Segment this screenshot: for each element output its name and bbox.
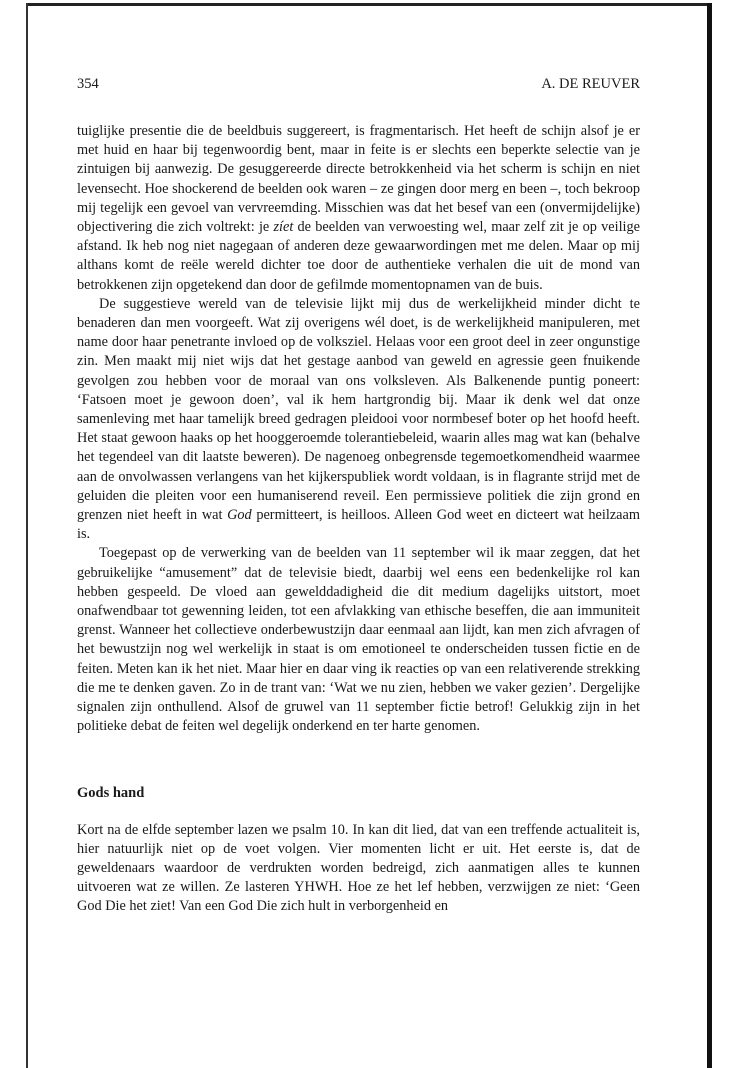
page-content <box>77 76 640 917</box>
paragraph: Toegepast op de verwerking van de beelden van 11 september wil ik maar zeggen, dat het gebruikelijke “amusement” dat de televisie biedt, daarbij wel eens een bedenkelijke rol kan hebben gespeeld. De vloed aan gewelddadigheid die dit medium dagelijks uitstort, moet onafwendbaar tot gewenning leiden, tot een afvlakking van ethische beseffen, die aan immuniteit grenst. Wanneer het collectieve onderbewustzijn daar eenmaal aan lijdt, kan men zich afvragen of het bewustzijn nog wel werkelijk in staat is om emotioneel te onderscheiden tussen fictie en de feiten. Meten kan ik het niet. Maar hier en daar ving ik reacties op van een relativerende strekking die me te denken gaven. Zo in de trant van: ‘Wat we nu zien, hebben we vaker gezien’. Dergelijke signalen zijn onthullend. Alsof de gruwel van 11 september fictie betrof! Gelukkig zijn in het politieke debat de feiten wel degelijk onderkend en ter harte genomen. <box>77 545 640 735</box>
page-frame-right-border <box>707 3 712 1068</box>
paragraph: tuiglijke presentie die de beeldbuis suggereert, is fragmentarisch. Het heeft de schijn alsof je er met huid en haar bij tegenwoordig bent, maar in feite is er slechts een beperkte selectie van je zintuigen bij aanwezig. De gesuggereerde directe betrokkenheid via het scherm is schijn en niet levensecht. Hoe shockerend de beelden ook waren – ze gingen door merg en been –, toch bekroop mij tegelijk een gevoel van vervreemding. Misschien was dat het besef van een (onvermijdelijke) objectivering die zich voltrekt: je zíet de beelden van verwoesting wel, maar zelf zit je op veilige afstand. Ik heb nog niet nagegaan of anderen deze gewaarwordingen met me delen. Maar op mij althans komt de reële wereld dichter toe door de authentieke verhalen die uit de mond van betrokkenen zijn opgetekend dan door de gefilmde momentopnamen van de buis. <box>77 123 641 293</box>
running-head-author: A. DE REUVER <box>541 76 640 92</box>
page-number: 354 <box>77 76 99 92</box>
section-body-text <box>77 821 640 917</box>
paragraph: De suggestieve wereld van de televisie lijkt mij dus de werkelijkheid minder dicht te benaderen dan men voorgeeft. Wat zij overigens wél doet, is de werkelijkheid manipuleren, met name door haar penetrante invloed op de volksziel. Helaas voor een groot deel in zeer ongunstige zin. Men maakt mij niet wijs dat het gestage aanbod van geweld en agressie geen fnuikende gevolgen zou hebben voor de moraal van ons volksleven. Als Balkenende puntig poneert: ‘Fatsoen moet je gewoon doen’, val ik hem hartgrondig bij. Maar ik denk wel dat onze samenleving met haar tamelijk breed gedragen pleidooi voor normbesef boter op het hoofd heeft. Het staat gewoon haaks op het hooggeroemde tolerantiebeleid, waarin alles mag wat kan (behalve het tegendeel van dit laatste beweren). De nagenoeg onbegrensde tegemoetkomendheid waarmee aan de onvolwassen verlangens van het kijkerspubliek wordt voldaan, is in flagrante strijd met de geluiden die pleiten voor een humaniserend reveil. Een permissieve politiek die zijn grond en grenzen niet heeft in wat God permitteert, is heilloos. Alleen God weet en dicteert wat heilzaam is. <box>77 295 640 543</box>
body-text <box>77 122 640 737</box>
running-header <box>77 76 640 100</box>
paragraph: Kort na de elfde september lazen we psalm 10. In kan dit lied, dat van een treffende actualiteit is, hier natuurlijk niet op de voet volgen. Vier momenten licht er uit. Het eerste is, dat de geweldenaars waardoor de verdrukten worden bedreigd, zich aanmatigen alles te kunnen uitvoeren wat ze willen. Ze lasteren YHWH. Hoe ze het lef hebben, verzwijgen ze niet: ‘Geen God Die het ziet! Van een God Die zich hult in verborgenheid en <box>77 821 640 915</box>
section-heading: Gods hand <box>77 784 145 801</box>
page-frame-top-border <box>26 3 712 6</box>
page-frame-left-border <box>26 3 28 1068</box>
